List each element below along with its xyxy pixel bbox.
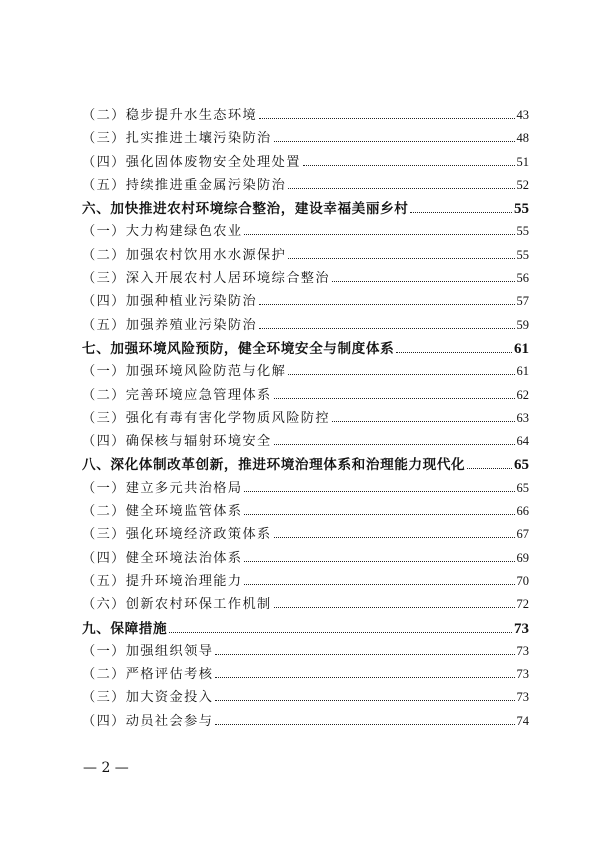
toc-section-entry[interactable] [82, 617, 529, 640]
toc-entry-page-number: 51 [516, 154, 529, 169]
toc-entry-page-number: 73 [514, 620, 529, 637]
dot-leader [303, 164, 515, 166]
toc-entry-page-number: 62 [516, 387, 529, 402]
toc-entry-label: （三）强化环境经济政策体系 [82, 527, 272, 543]
dot-leader [244, 560, 514, 562]
toc-section-entry[interactable] [82, 453, 529, 476]
toc-entry-label: （二）健全环境监管体系 [82, 504, 243, 520]
dot-leader [169, 631, 512, 633]
page-number-footer: — 2 — [83, 760, 129, 776]
table-of-contents [82, 104, 529, 733]
toc-subsection-entry[interactable] [82, 127, 529, 150]
toc-entry-label: 九、保障措施 [82, 620, 168, 637]
dot-leader [288, 257, 514, 259]
toc-entry-page-number: 59 [516, 317, 529, 332]
toc-subsection-entry[interactable] [82, 244, 529, 267]
dot-leader [244, 233, 514, 235]
toc-entry-page-number: 73 [516, 643, 529, 658]
toc-entry-page-number: 63 [516, 410, 529, 425]
toc-entry-label: （一）大力构建绿色农业 [82, 224, 243, 240]
dot-leader [396, 351, 512, 353]
dot-leader [332, 420, 515, 422]
toc-entry-label: （一）加强组织领导 [82, 643, 214, 659]
toc-entry-label: 七、加强环境风险预防，健全环境安全与制度体系 [82, 340, 395, 357]
dot-leader [467, 467, 512, 469]
toc-subsection-entry[interactable] [82, 174, 529, 197]
toc-entry-page-number: 73 [516, 690, 529, 705]
dot-leader [215, 699, 514, 701]
dot-leader [215, 653, 514, 655]
toc-section-entry[interactable] [82, 337, 529, 360]
toc-entry-page-number: 55 [516, 224, 529, 239]
dot-leader [410, 211, 512, 213]
toc-subsection-entry[interactable] [82, 663, 529, 686]
toc-entry-label: （五）提升环境治理能力 [82, 573, 243, 589]
toc-entry-label: （五）加强养殖业污染防治 [82, 317, 258, 333]
dot-leader [259, 327, 514, 329]
toc-entry-label: （二）稳步提升水生态环境 [82, 108, 258, 123]
toc-entry-page-number: 65 [516, 480, 529, 495]
toc-entry-label: 六、加快推进农村环境综合整治，建设幸福美丽乡村 [82, 201, 409, 218]
toc-entry-label: （三）强化有毒有害化学物质风险防控 [82, 410, 330, 426]
dot-leader [244, 583, 514, 585]
toc-entry-page-number: 73 [516, 667, 529, 682]
toc-entry-label: （四）动员社会参与 [82, 713, 214, 729]
toc-subsection-entry[interactable] [82, 523, 529, 546]
toc-entry-page-number: 65 [514, 457, 529, 474]
toc-entry-page-number: 67 [516, 527, 529, 542]
toc-subsection-entry[interactable] [82, 547, 529, 570]
toc-subsection-entry[interactable] [82, 104, 529, 127]
toc-subsection-entry[interactable] [82, 360, 529, 383]
toc-entry-label: （二）加强农村饮用水水源保护 [82, 247, 287, 263]
dot-leader [274, 397, 515, 399]
toc-entry-page-number: 64 [516, 434, 529, 449]
toc-entry-label: （三）深入开展农村人居环境综合整治 [82, 271, 330, 287]
toc-entry-page-number: 55 [514, 201, 529, 218]
toc-entry-page-number: 70 [516, 573, 529, 588]
toc-subsection-entry[interactable] [82, 430, 529, 453]
toc-subsection-entry[interactable] [82, 570, 529, 593]
toc-subsection-entry[interactable] [82, 593, 529, 616]
toc-entry-label: （五）持续推进重金属污染防治 [82, 177, 287, 193]
dot-leader [332, 280, 515, 282]
toc-entry-label: （四）加强种植业污染防治 [82, 294, 258, 310]
dot-leader [274, 140, 515, 142]
toc-entry-label: （四）健全环境法治体系 [82, 550, 243, 566]
toc-entry-label: （四）确保核与辐射环境安全 [82, 434, 272, 450]
dot-leader [274, 536, 515, 538]
toc-entry-page-number: 57 [516, 294, 529, 309]
dot-leader [215, 723, 514, 725]
toc-subsection-entry[interactable] [82, 710, 529, 733]
toc-subsection-entry[interactable] [82, 500, 529, 523]
toc-entry-page-number: 56 [516, 271, 529, 286]
toc-subsection-entry[interactable] [82, 384, 529, 407]
dot-leader [215, 676, 514, 678]
dot-leader [288, 373, 514, 375]
toc-entry-page-number: 52 [516, 177, 529, 192]
dot-leader [244, 490, 514, 492]
toc-entry-page-number: 48 [516, 131, 529, 146]
dot-leader [259, 303, 514, 305]
toc-entry-label: （二）严格评估考核 [82, 667, 214, 683]
toc-entry-page-number: 74 [516, 713, 529, 728]
toc-subsection-entry[interactable] [82, 407, 529, 430]
toc-subsection-entry[interactable] [82, 267, 529, 290]
toc-entry-label: （二）完善环境应急管理体系 [82, 387, 272, 403]
toc-entry-page-number: 66 [516, 504, 529, 519]
toc-subsection-entry[interactable] [82, 686, 529, 709]
toc-entry-label: （四）强化固体废物安全处理处置 [82, 154, 301, 170]
toc-entry-page-number: 43 [516, 108, 529, 122]
dot-leader [288, 187, 514, 189]
dot-leader [244, 513, 514, 515]
toc-subsection-entry[interactable] [82, 477, 529, 500]
toc-entry-label: （六）创新农村环保工作机制 [82, 597, 272, 613]
toc-entry-label: （三）扎实推进土壤污染防治 [82, 131, 272, 147]
toc-subsection-entry[interactable] [82, 290, 529, 313]
toc-section-entry[interactable] [82, 197, 529, 220]
dot-leader [274, 606, 515, 608]
dot-leader [259, 117, 514, 119]
toc-entry-page-number: 61 [516, 364, 529, 379]
toc-entry-page-number: 55 [516, 247, 529, 262]
toc-entry-label: （一）加强环境风险防范与化解 [82, 364, 287, 380]
toc-entry-page-number: 61 [514, 340, 529, 357]
toc-entry-label: （三）加大资金投入 [82, 690, 214, 706]
dot-leader [274, 443, 515, 445]
toc-entry-page-number: 72 [516, 597, 529, 612]
toc-entry-label: 八、深化体制改革创新，推进环境治理体系和治理能力现代化 [82, 457, 466, 474]
toc-subsection-entry[interactable] [82, 314, 529, 337]
toc-entry-label: （一）建立多元共治格局 [82, 480, 243, 496]
toc-subsection-entry[interactable] [82, 220, 529, 243]
toc-subsection-entry[interactable] [82, 151, 529, 174]
toc-subsection-entry[interactable] [82, 640, 529, 663]
toc-entry-page-number: 69 [516, 550, 529, 565]
